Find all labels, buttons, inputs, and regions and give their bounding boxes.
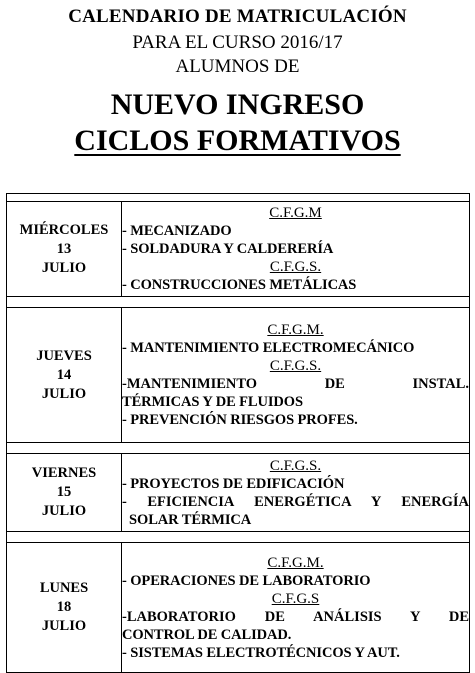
row-gap <box>7 297 470 308</box>
title-line-4: NUEVO INGRESO <box>110 88 365 121</box>
courses-cell <box>122 202 470 297</box>
course-item: - PROYECTOS DE EDIFICACIÓN <box>122 475 345 492</box>
day-day: VIERNES <box>31 465 97 481</box>
row-gap-cell <box>7 297 470 308</box>
day-month: JULIO <box>41 259 87 276</box>
course-item: - MANTENIMIENTO ELECTROMECÁNICO <box>122 340 415 356</box>
day-date: 14 <box>56 366 72 383</box>
day-day: LUNES <box>39 580 89 596</box>
day-cell <box>7 543 122 673</box>
day-month: JULIO <box>41 503 87 519</box>
title-line-1: CALENDARIO DE MATRICULACIÓN <box>68 6 407 27</box>
day-month: JULIO <box>41 618 87 634</box>
calendar-row <box>7 202 470 297</box>
title-line-2: PARA EL CURSO 2016/17 <box>132 32 343 53</box>
course-item: - EFICIENCIA ENERGÉTICA Y ENERGÍA <box>122 493 469 510</box>
course-item: - SOLDADURA Y CALDERERÍA <box>122 241 334 257</box>
course-item: TÉRMICAS Y DE FLUIDOS <box>122 394 303 410</box>
courses-cell <box>122 543 470 673</box>
day-cell <box>7 454 122 532</box>
day-cell <box>7 308 122 443</box>
day-date: 15 <box>56 484 72 500</box>
course-category: C.F.G.M. <box>267 322 324 338</box>
row-gap-cell <box>7 194 470 202</box>
calendar-row <box>7 543 470 673</box>
course-category: C.F.G.M <box>269 205 322 221</box>
title-line-5: CICLOS FORMATIVOS <box>74 124 401 157</box>
course-item: SOLAR TÉRMICA <box>122 511 252 528</box>
title-line-3: ALUMNOS DE <box>175 56 300 77</box>
course-item: -LABORATORIO DE ANÁLISIS Y DE <box>122 608 469 625</box>
day-date: 13 <box>56 240 72 257</box>
day-date: 18 <box>56 599 72 615</box>
day-day: MIÉRCOLES <box>19 221 109 238</box>
course-item: - SISTEMAS ELECTROTÉCNICOS Y AUT. <box>122 644 400 661</box>
calendar-row <box>7 308 470 443</box>
day-month: JULIO <box>41 385 87 402</box>
course-item: - OPERACIONES DE LABORATORIO <box>122 572 371 589</box>
course-item: - MECANIZADO <box>122 223 232 239</box>
enrollment-calendar-table <box>6 193 470 673</box>
row-gap <box>7 194 470 202</box>
course-category: C.F.G.S. <box>269 457 322 474</box>
row-gap <box>7 443 470 454</box>
row-gap-cell <box>7 443 470 454</box>
course-category: C.F.G.S. <box>269 358 322 374</box>
course-category: C.F.G.S. <box>269 259 322 275</box>
row-gap-cell <box>7 532 470 543</box>
calendar-row <box>7 454 470 532</box>
course-item: CONTROL DE CALIDAD. <box>122 626 292 643</box>
day-cell <box>7 202 122 297</box>
course-item: - PREVENCIÓN RIESGOS PROFES. <box>122 412 358 428</box>
course-category: C.F.G.S <box>271 590 320 607</box>
courses-cell <box>122 308 470 443</box>
day-day: JUEVES <box>36 347 92 364</box>
course-item: -MANTENIMIENTO DE INSTAL. <box>122 376 469 392</box>
course-category: C.F.G.M. <box>267 554 324 571</box>
row-gap <box>7 532 470 543</box>
course-item: - CONSTRUCCIONES METÁLICAS <box>122 277 357 293</box>
courses-cell <box>122 454 470 532</box>
